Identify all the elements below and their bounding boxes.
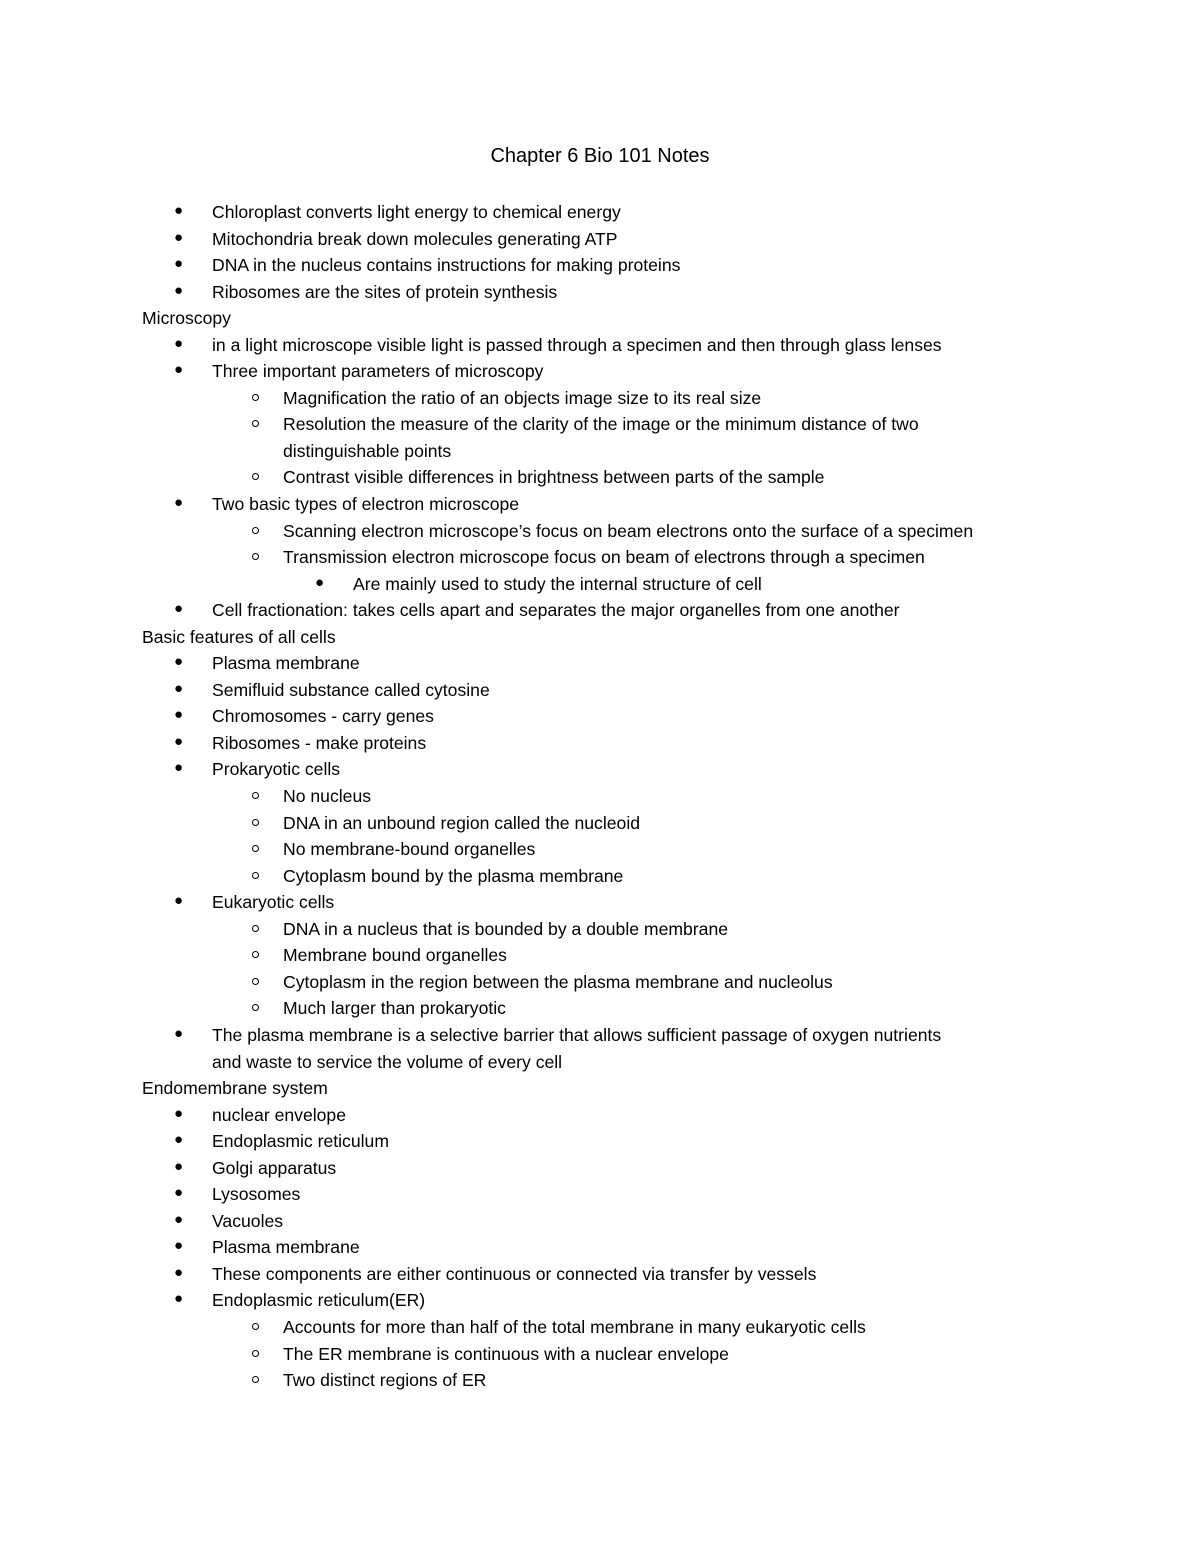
list-item-continuation: and waste to service the volume of every cell <box>212 1051 563 1072</box>
sub-list-item: No membrane-bound organelles <box>0 836 1200 863</box>
list-item: ● These components are either continuous or connected via transfer by vessels <box>0 1261 1200 1288</box>
list-item: ● The plasma membrane is a selective barrier that allows sufficient passage of oxygen nutrients <box>0 1022 1200 1049</box>
sub-list-item: DNA in a nucleus that is bounded by a double membrane <box>0 916 1200 943</box>
list-item: ● Cell fractionation: takes cells apart and separates the major organelles from one another <box>0 597 1200 624</box>
bullet-icon: ● <box>174 1263 184 1281</box>
hollow-bullet-icon <box>252 527 259 534</box>
list-item: ● Endoplasmic reticulum(ER) <box>0 1287 1200 1314</box>
section-heading: Microscopy <box>142 308 231 329</box>
section-heading: Basic features of all cells <box>142 626 336 647</box>
sub-list-item: Contrast visible differences in brightness between parts of the sample <box>0 464 1200 491</box>
hollow-bullet-icon <box>252 553 259 560</box>
hollow-bullet-icon <box>252 845 259 852</box>
bullet-icon: ● <box>174 1237 184 1255</box>
bullet-icon: ● <box>174 1157 184 1175</box>
bullet-icon: ● <box>174 892 184 910</box>
bullet-icon: ● <box>174 361 184 379</box>
list-item: ● Endoplasmic reticulum <box>0 1128 1200 1155</box>
sub-list-item: Scanning electron microscope’s focus on beam electrons onto the surface of a specimen <box>0 518 1200 545</box>
sub-list-item: Accounts for more than half of the total membrane in many eukaryotic cells <box>0 1314 1200 1341</box>
list-item: ● Two basic types of electron microscope <box>0 491 1200 518</box>
list-item: ● Prokaryotic cells <box>0 756 1200 783</box>
hollow-bullet-icon <box>252 1323 259 1330</box>
sub-list-item: Cytoplasm bound by the plasma membrane <box>0 863 1200 890</box>
bullet-icon: ● <box>174 1104 184 1122</box>
list-item: ● Ribosomes are the sites of protein synthesis <box>0 279 1200 306</box>
hollow-bullet-icon <box>252 1350 259 1357</box>
bullet-icon: ● <box>174 732 184 750</box>
hollow-bullet-icon <box>252 819 259 826</box>
hollow-bullet-icon <box>252 473 259 480</box>
bullet-icon: ● <box>174 1290 184 1308</box>
sub-list-item: Cytoplasm in the region between the plasma membrane and nucleolus <box>0 969 1200 996</box>
list-item: ● in a light microscope visible light is passed through a specimen and then through glass lenses <box>0 332 1200 359</box>
hollow-bullet-icon <box>252 951 259 958</box>
bullet-icon: ● <box>174 334 184 352</box>
bullet-icon: ● <box>174 1210 184 1228</box>
page-title: Chapter 6 Bio 101 Notes <box>490 145 710 167</box>
sub-list-item: Two distinct regions of ER <box>0 1367 1200 1394</box>
bullet-icon: ● <box>174 679 184 697</box>
sub-list-item: Resolution the measure of the clarity of the image or the minimum distance of two <box>0 411 1200 438</box>
hollow-bullet-icon <box>252 925 259 932</box>
list-item: ● Eukaryotic cells <box>0 889 1200 916</box>
list-item: ● Plasma membrane <box>0 650 1200 677</box>
list-item: ● Three important parameters of microscopy <box>0 358 1200 385</box>
bullet-icon: ● <box>174 228 184 246</box>
bullet-icon: ● <box>174 1131 184 1149</box>
notes-body <box>0 199 1200 1394</box>
hollow-bullet-icon <box>252 1376 259 1383</box>
bullet-icon: ● <box>174 202 184 219</box>
hollow-bullet-icon <box>252 978 259 985</box>
bullet-icon: ● <box>315 573 325 591</box>
list-item: ● Plasma membrane <box>0 1234 1200 1261</box>
bullet-icon: ● <box>174 494 184 512</box>
list-item: ● Vacuoles <box>0 1208 1200 1235</box>
sub-sub-list-item: ● Are mainly used to study the internal structure of cell <box>0 571 1200 598</box>
sub-list-item-continuation: distinguishable points <box>283 440 452 461</box>
list-item: ● DNA in the nucleus contains instructions for making proteins <box>0 252 1200 279</box>
list-item: ● Chromosomes - carry genes <box>0 703 1200 730</box>
bullet-icon: ● <box>174 281 184 299</box>
bullet-icon: ● <box>174 600 184 618</box>
bullet-icon: ● <box>174 759 184 777</box>
list-item: ● Semifluid substance called cytosine <box>0 677 1200 704</box>
list-item: ● Lysosomes <box>0 1181 1200 1208</box>
bullet-icon: ● <box>174 706 184 724</box>
hollow-bullet-icon <box>252 394 259 401</box>
hollow-bullet-icon <box>252 872 259 879</box>
list-item: ● Mitochondria break down molecules generating ATP <box>0 226 1200 253</box>
sub-list-item: No nucleus <box>0 783 1200 810</box>
bullet-icon: ● <box>174 653 184 671</box>
hollow-bullet-icon <box>252 420 259 427</box>
list-item: ● nuclear envelope <box>0 1102 1200 1129</box>
sub-list-item: Membrane bound organelles <box>0 942 1200 969</box>
sub-list-item: The ER membrane is continuous with a nuclear envelope <box>0 1341 1200 1368</box>
bullet-icon: ● <box>174 255 184 273</box>
list-item: ● Golgi apparatus <box>0 1155 1200 1182</box>
sub-list-item: Transmission electron microscope focus on beam of electrons through a specimen <box>0 544 1200 571</box>
hollow-bullet-icon <box>252 1004 259 1011</box>
sub-list-item: Magnification the ratio of an objects image size to its real size <box>0 385 1200 412</box>
bullet-icon: ● <box>174 1024 184 1042</box>
sub-list-item: DNA in an unbound region called the nucleoid <box>0 810 1200 837</box>
list-item: ● Chloroplast converts light energy to chemical energy <box>0 199 1200 226</box>
hollow-bullet-icon <box>252 792 259 799</box>
section-heading: Endomembrane system <box>142 1078 328 1099</box>
sub-list-item: Much larger than prokaryotic <box>0 995 1200 1022</box>
list-item: ● Ribosomes - make proteins <box>0 730 1200 757</box>
bullet-icon: ● <box>174 1184 184 1202</box>
